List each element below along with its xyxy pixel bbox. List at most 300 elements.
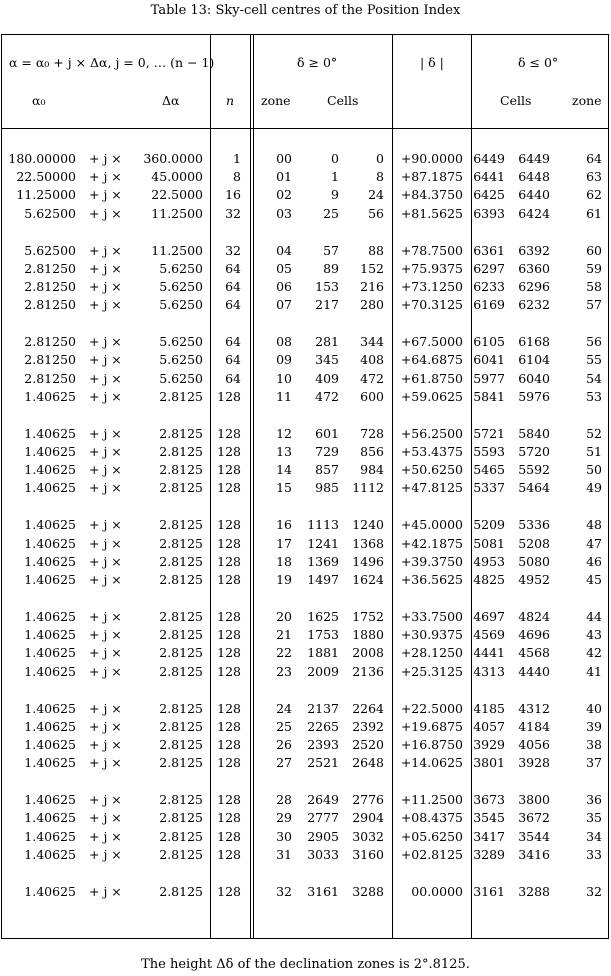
operator-cell: + j × <box>89 755 122 771</box>
operator-cell: + j × <box>89 792 122 808</box>
cells-south-end: 5840 <box>518 425 550 441</box>
delta-alpha-cell: 2.8125 <box>159 425 203 441</box>
header-dec-neg: δ ≤ 0° <box>518 55 559 70</box>
zone-south-cell: 52 <box>586 425 602 441</box>
zone-north-cell: 21 <box>276 627 292 643</box>
alpha0-cell: 1.40625 <box>24 700 76 716</box>
table-row <box>0 480 611 496</box>
operator-cell: + j × <box>89 609 122 624</box>
zone-south-cell: 56 <box>586 334 602 350</box>
abs-dec-cell: +16.8750 <box>400 737 463 752</box>
cells-north-start: 2265 <box>307 718 339 734</box>
n-cell: 1 <box>233 151 241 166</box>
n-cell: 64 <box>225 370 241 386</box>
alpha0-cell: 1.40625 <box>24 609 76 624</box>
zone-north-cell: 13 <box>276 444 292 459</box>
operator-cell: + j × <box>89 352 122 368</box>
table-row <box>0 371 611 387</box>
cells-north-end: 1496 <box>352 553 384 569</box>
cells-south-start: 6393 <box>473 205 505 221</box>
cells-south-start: 3417 <box>473 828 505 844</box>
header-alpha-formula: α = α₀ + j × Δα, j = 0, … (n − 1) <box>9 55 215 70</box>
cells-north-end: 0 <box>376 151 384 166</box>
n-cell: 128 <box>217 828 241 844</box>
zone-south-cell: 60 <box>586 242 602 258</box>
zone-south-cell: 38 <box>586 737 602 752</box>
cells-south-start: 5465 <box>473 462 505 478</box>
cells-north-end: 3288 <box>352 883 384 899</box>
cells-south-start: 4697 <box>473 609 505 624</box>
n-cell: 128 <box>217 792 241 808</box>
cells-south-start: 5841 <box>473 388 505 404</box>
cells-north-start: 153 <box>315 279 339 294</box>
cells-north-end: 88 <box>368 242 384 258</box>
abs-dec-cell: +73.1250 <box>400 279 463 294</box>
alpha0-cell: 2.81250 <box>24 279 76 294</box>
operator-cell: + j × <box>89 388 122 404</box>
cells-north-start: 1497 <box>307 572 339 587</box>
zone-north-cell: 16 <box>276 517 292 533</box>
header-abs-dec: | δ | <box>420 55 444 70</box>
cells-north-end: 1368 <box>352 535 384 551</box>
operator-cell: + j × <box>89 553 122 569</box>
zone-north-cell: 10 <box>276 370 292 386</box>
delta-alpha-cell: 2.8125 <box>159 810 203 826</box>
alpha0-cell: 1.40625 <box>24 425 76 441</box>
cells-north-end: 2776 <box>352 792 384 808</box>
delta-alpha-cell: 5.6250 <box>159 370 203 386</box>
cells-south-end: 4184 <box>518 718 550 734</box>
table-row <box>0 627 611 643</box>
table-row <box>0 701 611 717</box>
cells-north-start: 25 <box>323 205 339 221</box>
cells-north-start: 3161 <box>307 883 339 899</box>
cells-north-start: 601 <box>315 425 339 441</box>
alpha0-cell: 2.81250 <box>24 370 76 386</box>
delta-alpha-cell: 2.8125 <box>159 700 203 716</box>
table-row <box>0 297 611 313</box>
n-cell: 64 <box>225 352 241 368</box>
table-row <box>0 279 611 295</box>
n-cell: 32 <box>225 242 241 258</box>
operator-cell: + j × <box>89 279 122 294</box>
cells-north-start: 729 <box>315 444 339 459</box>
zone-north-cell: 12 <box>276 425 292 441</box>
delta-alpha-cell: 2.8125 <box>159 645 203 661</box>
alpha0-cell: 5.62500 <box>24 242 76 258</box>
abs-dec-cell: +56.2500 <box>400 425 463 441</box>
cells-south-start: 4441 <box>473 645 505 661</box>
n-cell: 128 <box>217 462 241 478</box>
zone-north-cell: 26 <box>276 737 292 752</box>
cells-south-start: 5721 <box>473 425 505 441</box>
zone-south-cell: 49 <box>586 480 602 496</box>
alpha0-cell: 2.81250 <box>24 334 76 350</box>
header-cells-right: Cells <box>500 93 532 108</box>
table-row <box>0 847 611 863</box>
delta-alpha-cell: 2.8125 <box>159 846 203 862</box>
cells-south-end: 6104 <box>518 352 550 368</box>
cells-south-end: 6440 <box>518 187 550 203</box>
n-cell: 128 <box>217 444 241 459</box>
cells-south-start: 3673 <box>473 792 505 808</box>
cells-south-start: 4953 <box>473 553 505 569</box>
abs-dec-cell: +14.0625 <box>400 755 463 771</box>
zone-south-cell: 32 <box>586 883 602 899</box>
zone-north-cell: 30 <box>276 828 292 844</box>
cells-south-end: 4056 <box>518 737 550 752</box>
zone-south-cell: 62 <box>586 187 602 203</box>
zone-south-cell: 51 <box>586 444 602 459</box>
zone-north-cell: 04 <box>276 242 292 258</box>
cells-north-start: 2905 <box>307 828 339 844</box>
abs-dec-cell: +84.3750 <box>400 187 463 203</box>
header-alpha0: α₀ <box>32 93 46 108</box>
cells-south-end: 3288 <box>518 883 550 899</box>
cells-north-start: 0 <box>331 151 339 166</box>
zone-south-cell: 54 <box>586 370 602 386</box>
cells-north-end: 1624 <box>352 572 384 587</box>
abs-dec-cell: 00.0000 <box>411 883 463 899</box>
header-rule <box>1 128 609 129</box>
alpha0-cell: 1.40625 <box>24 517 76 533</box>
cells-south-end: 5208 <box>518 535 550 551</box>
cells-north-end: 216 <box>360 279 384 294</box>
operator-cell: + j × <box>89 700 122 716</box>
alpha0-cell: 1.40625 <box>24 810 76 826</box>
alpha0-cell: 1.40625 <box>24 645 76 661</box>
delta-alpha-cell: 2.8125 <box>159 388 203 404</box>
cells-south-end: 3544 <box>518 828 550 844</box>
zone-south-cell: 33 <box>586 846 602 862</box>
operator-cell: + j × <box>89 480 122 496</box>
n-cell: 128 <box>217 810 241 826</box>
n-cell: 128 <box>217 517 241 533</box>
delta-alpha-cell: 2.8125 <box>159 663 203 679</box>
operator-cell: + j × <box>89 645 122 661</box>
cells-north-start: 1241 <box>307 535 339 551</box>
zone-south-cell: 34 <box>586 828 602 844</box>
table-row <box>0 426 611 442</box>
operator-cell: + j × <box>89 663 122 679</box>
zone-south-cell: 57 <box>586 297 602 313</box>
cells-south-start: 6169 <box>473 297 505 313</box>
cells-north-end: 56 <box>368 205 384 221</box>
abs-dec-cell: +22.5000 <box>400 700 463 716</box>
cells-north-start: 2521 <box>307 755 339 771</box>
n-cell: 128 <box>217 388 241 404</box>
table-row <box>0 151 611 167</box>
cells-north-start: 1625 <box>307 609 339 624</box>
cells-south-end: 6449 <box>518 151 550 166</box>
zone-south-cell: 64 <box>586 151 602 166</box>
header-n: n <box>226 93 235 108</box>
header-delta-alpha: Δα <box>162 93 180 108</box>
delta-alpha-cell: 2.8125 <box>159 627 203 643</box>
zone-north-cell: 06 <box>276 279 292 294</box>
alpha0-cell: 1.40625 <box>24 444 76 459</box>
cells-south-start: 4185 <box>473 700 505 716</box>
cells-south-start: 6425 <box>473 187 505 203</box>
cells-south-start: 6441 <box>473 169 505 185</box>
operator-cell: + j × <box>89 425 122 441</box>
cells-south-start: 5337 <box>473 480 505 496</box>
table-footnote: The height Δδ of the declination zones is 2°.8125. <box>141 957 470 972</box>
cells-south-end: 3672 <box>518 810 550 826</box>
zone-south-cell: 50 <box>586 462 602 478</box>
table-row <box>0 572 611 588</box>
zone-north-cell: 11 <box>276 388 292 404</box>
abs-dec-cell: +28.1250 <box>400 645 463 661</box>
cells-north-end: 2392 <box>352 718 384 734</box>
cells-south-end: 4440 <box>518 663 550 679</box>
cells-north-start: 1369 <box>307 553 339 569</box>
table-row <box>0 352 611 368</box>
cells-north-start: 9 <box>331 187 339 203</box>
cells-south-end: 6040 <box>518 370 550 386</box>
operator-cell: + j × <box>89 169 122 185</box>
zone-north-cell: 07 <box>276 297 292 313</box>
table-row <box>0 334 611 350</box>
alpha0-cell: 1.40625 <box>24 627 76 643</box>
alpha0-cell: 11.25000 <box>16 187 76 203</box>
abs-dec-cell: +61.8750 <box>400 370 463 386</box>
cells-south-end: 3416 <box>518 846 550 862</box>
n-cell: 128 <box>217 755 241 771</box>
cells-south-start: 6041 <box>473 352 505 368</box>
cells-south-end: 5464 <box>518 480 550 496</box>
alpha0-cell: 1.40625 <box>24 792 76 808</box>
cells-north-start: 1113 <box>307 517 339 533</box>
abs-dec-cell: +50.6250 <box>400 462 463 478</box>
header-dec-pos: δ ≥ 0° <box>297 55 338 70</box>
cells-north-end: 2008 <box>352 645 384 661</box>
operator-cell: + j × <box>89 517 122 533</box>
zone-south-cell: 55 <box>586 352 602 368</box>
table-row <box>0 645 611 661</box>
cells-south-end: 5592 <box>518 462 550 478</box>
cells-north-end: 2136 <box>352 663 384 679</box>
cells-north-end: 408 <box>360 352 384 368</box>
alpha0-cell: 1.40625 <box>24 663 76 679</box>
delta-alpha-cell: 2.8125 <box>159 572 203 587</box>
cells-north-start: 89 <box>323 260 339 276</box>
n-cell: 64 <box>225 297 241 313</box>
delta-alpha-cell: 22.5000 <box>151 187 203 203</box>
abs-dec-cell: +02.8125 <box>400 846 463 862</box>
abs-dec-cell: +78.7500 <box>400 242 463 258</box>
zone-north-cell: 24 <box>276 700 292 716</box>
zone-south-cell: 40 <box>586 700 602 716</box>
cells-south-end: 6392 <box>518 242 550 258</box>
zone-south-cell: 48 <box>586 517 602 533</box>
n-cell: 64 <box>225 279 241 294</box>
table-row <box>0 517 611 533</box>
cells-north-start: 2393 <box>307 737 339 752</box>
cells-south-start: 5209 <box>473 517 505 533</box>
operator-cell: + j × <box>89 242 122 258</box>
cells-south-end: 5976 <box>518 388 550 404</box>
cells-south-start: 4057 <box>473 718 505 734</box>
cells-north-start: 1881 <box>307 645 339 661</box>
cells-south-end: 5080 <box>518 553 550 569</box>
delta-alpha-cell: 2.8125 <box>159 737 203 752</box>
alpha0-cell: 1.40625 <box>24 462 76 478</box>
abs-dec-cell: +70.3125 <box>400 297 463 313</box>
zone-south-cell: 36 <box>586 792 602 808</box>
cells-north-end: 1880 <box>352 627 384 643</box>
alpha0-cell: 2.81250 <box>24 297 76 313</box>
zone-north-cell: 27 <box>276 755 292 771</box>
table-row <box>0 187 611 203</box>
zone-north-cell: 17 <box>276 535 292 551</box>
cells-south-end: 6232 <box>518 297 550 313</box>
cells-south-start: 6297 <box>473 260 505 276</box>
delta-alpha-cell: 2.8125 <box>159 828 203 844</box>
cells-south-start: 3545 <box>473 810 505 826</box>
zone-north-cell: 01 <box>276 169 292 185</box>
operator-cell: + j × <box>89 205 122 221</box>
cells-south-start: 3929 <box>473 737 505 752</box>
n-cell: 8 <box>233 169 241 185</box>
zone-north-cell: 19 <box>276 572 292 587</box>
table-row <box>0 829 611 845</box>
operator-cell: + j × <box>89 187 122 203</box>
cells-south-start: 3161 <box>473 883 505 899</box>
operator-cell: + j × <box>89 627 122 643</box>
cells-south-start: 6449 <box>473 151 505 166</box>
abs-dec-cell: +11.2500 <box>400 792 463 808</box>
zone-north-cell: 00 <box>276 151 292 166</box>
table-row <box>0 609 611 625</box>
abs-dec-cell: +42.1875 <box>400 535 463 551</box>
cells-north-end: 24 <box>368 187 384 203</box>
cells-north-start: 2649 <box>307 792 339 808</box>
operator-cell: + j × <box>89 297 122 313</box>
zone-south-cell: 47 <box>586 535 602 551</box>
cells-south-end: 4952 <box>518 572 550 587</box>
cells-south-start: 5593 <box>473 444 505 459</box>
header-cells-left: Cells <box>327 93 359 108</box>
zone-south-cell: 63 <box>586 169 602 185</box>
operator-cell: + j × <box>89 370 122 386</box>
cells-north-end: 2520 <box>352 737 384 752</box>
cells-north-end: 2648 <box>352 755 384 771</box>
zone-south-cell: 37 <box>586 755 602 771</box>
table-row <box>0 169 611 185</box>
alpha0-cell: 2.81250 <box>24 352 76 368</box>
table-row <box>0 554 611 570</box>
alpha0-cell: 22.50000 <box>16 169 76 185</box>
alpha0-cell: 180.00000 <box>8 151 76 166</box>
delta-alpha-cell: 5.6250 <box>159 260 203 276</box>
delta-alpha-cell: 2.8125 <box>159 517 203 533</box>
table-row <box>0 462 611 478</box>
cells-south-end: 6424 <box>518 205 550 221</box>
zone-south-cell: 46 <box>586 553 602 569</box>
table-row <box>0 755 611 771</box>
cells-north-start: 57 <box>323 242 339 258</box>
table-row <box>0 792 611 808</box>
n-cell: 128 <box>217 609 241 624</box>
n-cell: 128 <box>217 846 241 862</box>
alpha0-cell: 1.40625 <box>24 553 76 569</box>
cells-north-end: 984 <box>360 462 384 478</box>
cells-north-start: 1753 <box>307 627 339 643</box>
zone-north-cell: 02 <box>276 187 292 203</box>
delta-alpha-cell: 5.6250 <box>159 297 203 313</box>
abs-dec-cell: +64.6875 <box>400 352 463 368</box>
n-cell: 32 <box>225 205 241 221</box>
abs-dec-cell: +81.5625 <box>400 205 463 221</box>
alpha0-cell: 5.62500 <box>24 205 76 221</box>
n-cell: 128 <box>217 883 241 899</box>
zone-south-cell: 42 <box>586 645 602 661</box>
abs-dec-cell: +05.6250 <box>400 828 463 844</box>
table-row <box>0 664 611 680</box>
cells-south-end: 4312 <box>518 700 550 716</box>
zone-south-cell: 44 <box>586 609 602 624</box>
zone-north-cell: 32 <box>276 883 292 899</box>
abs-dec-cell: +47.8125 <box>400 480 463 496</box>
delta-alpha-cell: 11.2500 <box>151 205 203 221</box>
cells-north-start: 1 <box>331 169 339 185</box>
n-cell: 128 <box>217 663 241 679</box>
zone-north-cell: 09 <box>276 352 292 368</box>
zone-north-cell: 25 <box>276 718 292 734</box>
table-row <box>0 719 611 735</box>
operator-cell: + j × <box>89 260 122 276</box>
cells-north-end: 2904 <box>352 810 384 826</box>
alpha0-cell: 1.40625 <box>24 755 76 771</box>
abs-dec-cell: +45.0000 <box>400 517 463 533</box>
operator-cell: + j × <box>89 572 122 587</box>
abs-dec-cell: +59.0625 <box>400 388 463 404</box>
zone-south-cell: 59 <box>586 260 602 276</box>
cells-south-end: 5336 <box>518 517 550 533</box>
n-cell: 128 <box>217 553 241 569</box>
operator-cell: + j × <box>89 846 122 862</box>
cells-north-start: 2777 <box>307 810 339 826</box>
cells-south-start: 3289 <box>473 846 505 862</box>
delta-alpha-cell: 2.8125 <box>159 462 203 478</box>
table-row <box>0 810 611 826</box>
cells-north-start: 857 <box>315 462 339 478</box>
abs-dec-cell: +30.9375 <box>400 627 463 643</box>
cells-south-end: 6448 <box>518 169 550 185</box>
delta-alpha-cell: 5.6250 <box>159 279 203 294</box>
table-caption: Table 13: Sky-cell centres of the Position Index <box>150 3 461 18</box>
zone-north-cell: 29 <box>276 810 292 826</box>
delta-alpha-cell: 2.8125 <box>159 553 203 569</box>
n-cell: 128 <box>217 572 241 587</box>
delta-alpha-cell: 2.8125 <box>159 480 203 496</box>
table-row <box>0 261 611 277</box>
zone-south-cell: 45 <box>586 572 602 587</box>
delta-alpha-cell: 2.8125 <box>159 718 203 734</box>
cells-south-end: 4824 <box>518 609 550 624</box>
alpha0-cell: 1.40625 <box>24 737 76 752</box>
cells-north-end: 856 <box>360 444 384 459</box>
cells-south-end: 4696 <box>518 627 550 643</box>
cells-south-end: 3800 <box>518 792 550 808</box>
n-cell: 128 <box>217 480 241 496</box>
cells-north-start: 409 <box>315 370 339 386</box>
cells-south-start: 4825 <box>473 572 505 587</box>
cells-south-start: 4569 <box>473 627 505 643</box>
table-row <box>0 536 611 552</box>
abs-dec-cell: +19.6875 <box>400 718 463 734</box>
